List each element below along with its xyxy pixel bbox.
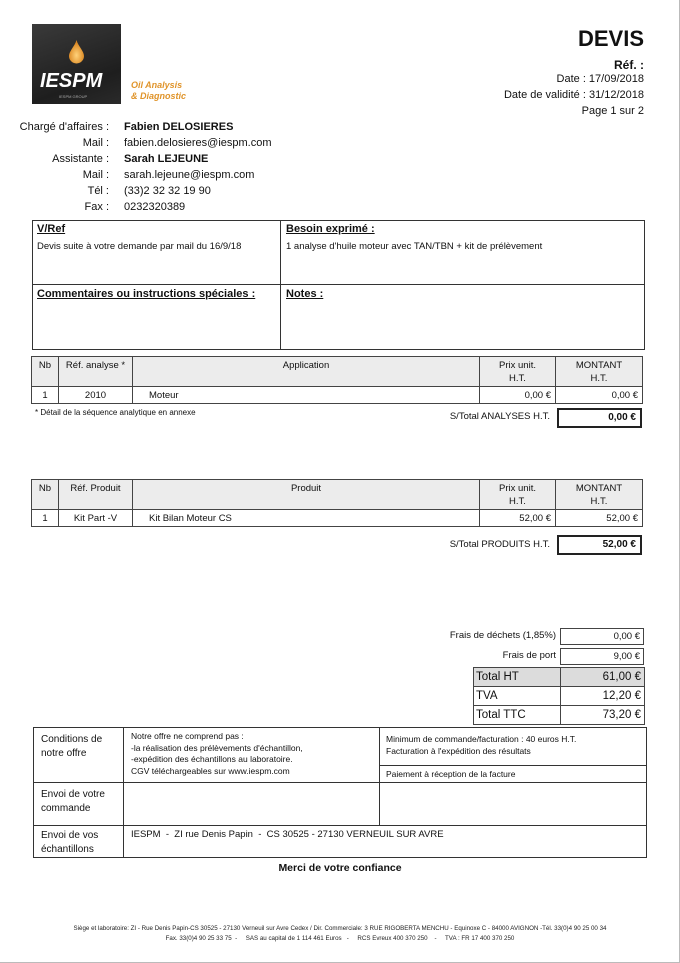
column-header: Réf. Produit xyxy=(59,480,133,510)
tva-label: TVA xyxy=(476,690,498,702)
column-header xyxy=(480,357,556,387)
label-line: échantillons xyxy=(41,844,94,855)
cell-product: Kit Bilan Moteur CS xyxy=(133,510,480,527)
contact-value[interactable]: fabien.delosieres@iespm.com xyxy=(124,137,272,149)
contact-row xyxy=(0,201,330,217)
cell-divider xyxy=(560,668,561,686)
need-text: 1 analyse d'huile moteur avec TAN/TBN + kit de prélèvement xyxy=(286,241,543,252)
column-header: Nb xyxy=(32,357,59,387)
analyses-footnote: * Détail de la séquence analytique en annexe xyxy=(35,408,196,417)
min-line: Minimum de commande/facturation : 40 euros H.T. xyxy=(386,734,577,744)
contact-label: Mail : xyxy=(82,169,109,181)
total-ttc-value: 73,20 € xyxy=(602,709,641,721)
contact-row xyxy=(0,137,330,153)
contact-label: Mail : xyxy=(82,137,109,149)
column-header xyxy=(556,480,643,510)
contact-label: Chargé d'affaires : xyxy=(19,121,109,133)
column-header: Réf. analyse * xyxy=(59,357,133,387)
document-title: DEVIS xyxy=(577,26,644,51)
analyses-subtotal-value: 0,00 € xyxy=(557,408,642,428)
tagline-line-1: Oil Analysis xyxy=(131,80,183,90)
cell-ref: 2010 xyxy=(59,387,133,404)
contact-row xyxy=(0,185,330,201)
contact-value: Sarah LEJEUNE xyxy=(124,153,209,165)
table-row xyxy=(32,387,643,404)
waste-fee-value: 0,00 € xyxy=(560,628,644,645)
conditions-label xyxy=(41,733,102,761)
tva-row xyxy=(473,686,645,706)
contact-label: Tél : xyxy=(87,185,109,197)
cell-unit-price: 0,00 € xyxy=(480,387,556,404)
contact-row xyxy=(0,169,330,185)
cell-amount: 52,00 € xyxy=(556,510,643,527)
page-number: Page 1 sur 2 xyxy=(581,105,644,117)
table-header-row xyxy=(32,480,643,510)
cell-nb: 1 xyxy=(32,510,59,527)
contact-value: 0232320389 xyxy=(124,201,186,213)
quote-date: Date : 17/09/2018 xyxy=(556,73,644,85)
header-line: Prix unit. xyxy=(499,359,536,371)
footer-line-2: Fax. 33(0)4 90 25 33 75 - SAS au capital de 1 114 461 Euros - RCS Evreux 400 370 250 - TVA : FR 17 400 370 250 xyxy=(165,935,515,942)
products-subtotal-label: S/Total PRODUITS H.T. xyxy=(449,539,550,550)
cell-unit-price: 52,00 € xyxy=(480,510,556,527)
header-line: H.T. xyxy=(509,372,526,384)
total-ht-value: 61,00 € xyxy=(602,671,641,683)
contact-row xyxy=(0,121,330,137)
order-label xyxy=(41,788,105,816)
shipping-value: 9,00 € xyxy=(560,648,644,665)
tagline-line-2: & Diagnostic xyxy=(131,91,187,101)
table-header-row xyxy=(32,357,643,387)
total-ttc-row xyxy=(473,705,645,725)
cell-divider xyxy=(560,687,561,705)
reference-label: Réf. : xyxy=(614,58,644,72)
label-line: Envoi de votre xyxy=(41,789,105,800)
header-line: Prix unit. xyxy=(499,482,536,494)
conditions-divider xyxy=(379,765,647,766)
contact-value: (33)2 32 32 19 90 xyxy=(124,185,211,197)
contact-value[interactable]: sarah.lejeune@iespm.com xyxy=(124,169,255,181)
label-line: Conditions de xyxy=(41,734,103,745)
footer-line-1: Siège et laboratoire: ZI - Rue Denis Papin-CS 30525 - 27130 Verneuil sur Avre Cedex / Dir. Commerciale: 3 RUE RIGOBERTA MENCHU - Equinoxe C - 84000 AVIGNON -Tél. 33(0)4 90 25 00 34 xyxy=(73,925,607,932)
payment-terms: Paiement à réception de la facture xyxy=(386,769,516,779)
products-table xyxy=(31,479,643,527)
company-logo xyxy=(32,24,121,104)
comments-label: Commentaires ou instructions spéciales : xyxy=(37,288,256,300)
request-divider xyxy=(32,284,645,285)
shipping-label: Frais de port xyxy=(502,650,556,661)
samples-label xyxy=(41,829,98,857)
products-subtotal-value: 52,00 € xyxy=(557,535,642,555)
samples-address: IESPM - ZI rue Denis Papin - CS 30525 - 27130 VERNEUIL SUR AVRE xyxy=(131,829,444,840)
contact-label: Fax : xyxy=(84,201,109,213)
header-line: H.T. xyxy=(590,372,608,384)
notes-label: Notes : xyxy=(286,288,324,300)
need-label: Besoin exprimé : xyxy=(286,223,375,235)
min-line: Facturation à l'expédition des résultats xyxy=(386,746,531,756)
conditions-divider xyxy=(123,727,124,858)
column-header xyxy=(556,357,643,387)
label-line: commande xyxy=(41,803,91,814)
column-header: Produit xyxy=(133,480,480,510)
cell-application: Moteur xyxy=(133,387,480,404)
column-header: Nb xyxy=(32,480,59,510)
cell-amount: 0,00 € xyxy=(556,387,643,404)
header-line: MONTANT xyxy=(575,359,623,371)
contact-value: Fabien DELOSIERES xyxy=(124,121,234,133)
header-line: H.T. xyxy=(590,495,608,507)
validity-date: Date de validité : 31/12/2018 xyxy=(503,89,644,101)
header-line: H.T. xyxy=(509,495,526,507)
cell-ref: Kit Part -V xyxy=(59,510,133,527)
waste-fee-label: Frais de déchets (1,85%) xyxy=(449,630,556,641)
contact-row xyxy=(0,153,330,169)
vref-text: Devis suite à votre demande par mail du 16/9/18 xyxy=(37,241,242,252)
conditions-divider xyxy=(33,782,647,783)
oil-drop-icon xyxy=(68,40,85,64)
thanks-message: Merci de votre confiance xyxy=(278,862,402,874)
tva-value: 12,20 € xyxy=(602,690,641,702)
request-divider xyxy=(280,220,281,350)
analyses-subtotal-label: S/Total ANALYSES H.T. xyxy=(449,411,550,422)
cell-nb: 1 xyxy=(32,387,59,404)
cell-divider xyxy=(560,706,561,724)
total-ttc-label: Total TTC xyxy=(476,709,526,721)
header-line: MONTANT xyxy=(575,482,623,494)
conditions-divider xyxy=(33,825,647,826)
table-row xyxy=(32,510,643,527)
column-header xyxy=(480,480,556,510)
logo-group: IESPM GROUP xyxy=(59,94,88,99)
minimum-order-text xyxy=(386,733,576,757)
contact-label: Assistante : xyxy=(52,153,109,165)
condition-line: -la réalisation des prélèvements d'échantillon, xyxy=(131,742,303,753)
conditions-text xyxy=(131,731,303,777)
column-header: Application xyxy=(133,357,480,387)
total-ht-label: Total HT xyxy=(476,671,519,683)
condition-line: -expédition des échantillons au laboratoire. xyxy=(131,754,293,764)
totals-box xyxy=(473,667,645,725)
label-line: notre offre xyxy=(41,748,87,759)
logo-tagline xyxy=(131,80,186,102)
total-ht-row xyxy=(473,667,645,687)
logo-brand: IESPM xyxy=(40,70,103,92)
label-line: Envoi de vos xyxy=(41,830,99,841)
conditions-divider xyxy=(379,727,380,825)
condition-line: Notre offre ne comprend pas : xyxy=(131,731,244,741)
vref-label: V/Ref xyxy=(37,223,66,235)
request-section xyxy=(32,220,645,350)
analyses-table xyxy=(31,356,643,404)
cgv-link[interactable]: CGV téléchargeables sur www.iespm.com xyxy=(131,765,290,776)
